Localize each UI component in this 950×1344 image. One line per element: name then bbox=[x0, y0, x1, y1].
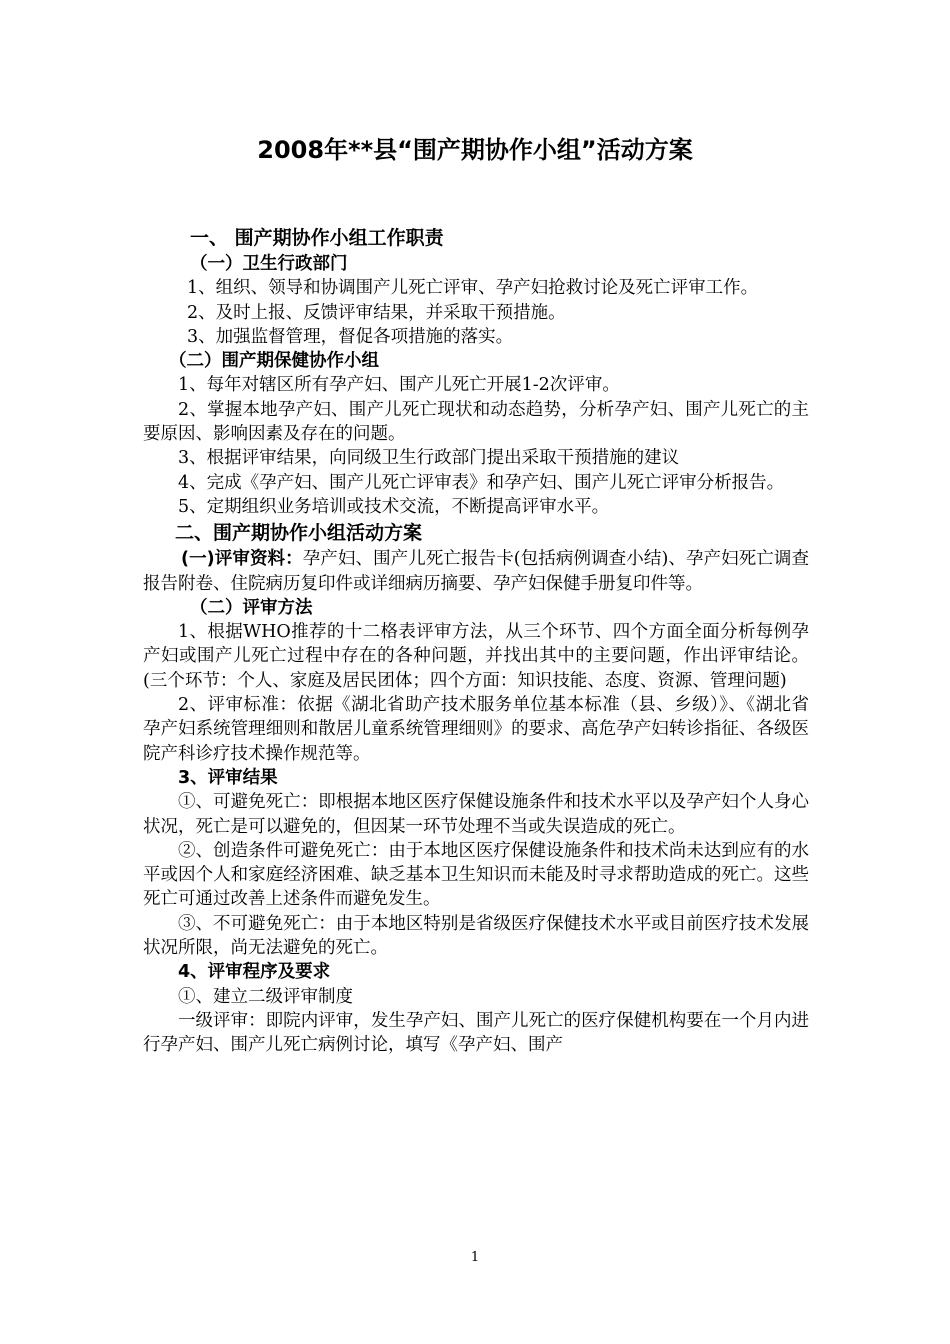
document-body bbox=[143, 224, 809, 1058]
section-2-heading: 二、围产期协作小组活动方案 bbox=[175, 522, 423, 545]
review-result-heading: 3、评审结果 bbox=[178, 767, 278, 788]
list-item: 3、加强监督管理，督促各项措施的落实。 bbox=[187, 326, 514, 347]
list-item: ①、可避免死亡：即根据本地区医疗保健设施条件和技术水平以及孕产妇个人身心状况，死亡是可以避免的，但因某一环节处理不当或失误造成的死亡。 bbox=[143, 792, 809, 837]
list-item: 2、及时上报、反馈评审结果，并采取干预措施。 bbox=[187, 302, 566, 323]
list-item: ②、创造条件可避免死亡：由于本地区医疗保健设施条件和技术尚未达到应有的水平或因个人和家庭经济困难、缺乏基本卫生知识而未能及时寻求帮助造成的死亡。这些死亡可通过改善上述条件而避免发生。 bbox=[143, 840, 809, 910]
review-procedure-heading: 4、评审程序及要求 bbox=[178, 962, 331, 983]
list-item: 2、掌握本地孕产妇、围产儿死亡现状和动态趋势，分析孕产妇、围产儿死亡的主要原因、影响因素及存在的问题。 bbox=[143, 399, 809, 445]
list-item: 1、组织、领导和协调围产儿死亡评审、孕产妇抢救讨论及死亡评审工作。 bbox=[187, 278, 759, 299]
section-1-heading: 一、 围产期协作小组工作职责 bbox=[190, 227, 444, 249]
page-number: 1 bbox=[470, 1250, 480, 1265]
section-1-sub-1-heading: （一）卫生行政部门 bbox=[190, 254, 348, 274]
review-materials-text: 孕产妇、围产儿死亡报告卡(包括病例调查小结)、孕产妇死亡调查报告附卷、住院病历复印件或详细病历摘要、孕产妇保健手册复印件等。 bbox=[143, 549, 809, 594]
review-materials-paragraph bbox=[143, 547, 809, 596]
review-method-heading: （二）评审方法 bbox=[190, 597, 313, 618]
review-materials-label: (一)评审资料： bbox=[181, 549, 303, 570]
list-item: ①、建立二级评审制度 bbox=[178, 986, 353, 1007]
section-1-sub-2-heading: （二）围产期保健协作小组 bbox=[169, 351, 379, 372]
list-item: 5、定期组织业务培训或技术交流，不断提高评审水平。 bbox=[178, 496, 610, 517]
list-item: 1、根据WHO推荐的十二格表评审方法，从三个环节、四个方面全面分析每例孕产妇或围产儿死亡过程中存在的各种问题，并找出其中的主要问题，作出评审结论。(三个环节：个人、家庭及居民团体；四个方面：知识技能、态度、资源、管理问题) bbox=[143, 622, 809, 691]
list-item: 4、完成《孕产妇、围产儿死亡评审表》和孕产妇、围产儿死亡评审分析报告。 bbox=[178, 472, 785, 493]
document-title: 2008年**县“围产期协作小组”活动方案 bbox=[257, 136, 693, 164]
list-item: 一级评审：即院内评审，发生孕产妇、围产儿死亡的医疗保健机构要在一个月内进行孕产妇、围产儿死亡病例讨论，填写《孕产妇、围产 bbox=[143, 1010, 809, 1056]
list-item: 2、评审标准：依据《湖北省助产技术服务单位基本标准（县、乡级）》、《湖北省孕产妇系统管理细则和散居儿童系统管理细则》的要求、高危孕产妇转诊指征、各级医院产科诊疗技术操作规范等。 bbox=[143, 695, 809, 764]
list-item: 3、根据评审结果，向同级卫生行政部门提出采取干预措施的建议 bbox=[178, 448, 680, 469]
list-item: 1、每年对辖区所有孕产妇、围产儿死亡开展1-2次评审。 bbox=[178, 375, 620, 396]
list-item: ③、不可避免死亡：由于本地区特别是省级医疗保健技术水平或目前医疗技术发展状况所限，尚无法避免的死亡。 bbox=[143, 913, 809, 959]
